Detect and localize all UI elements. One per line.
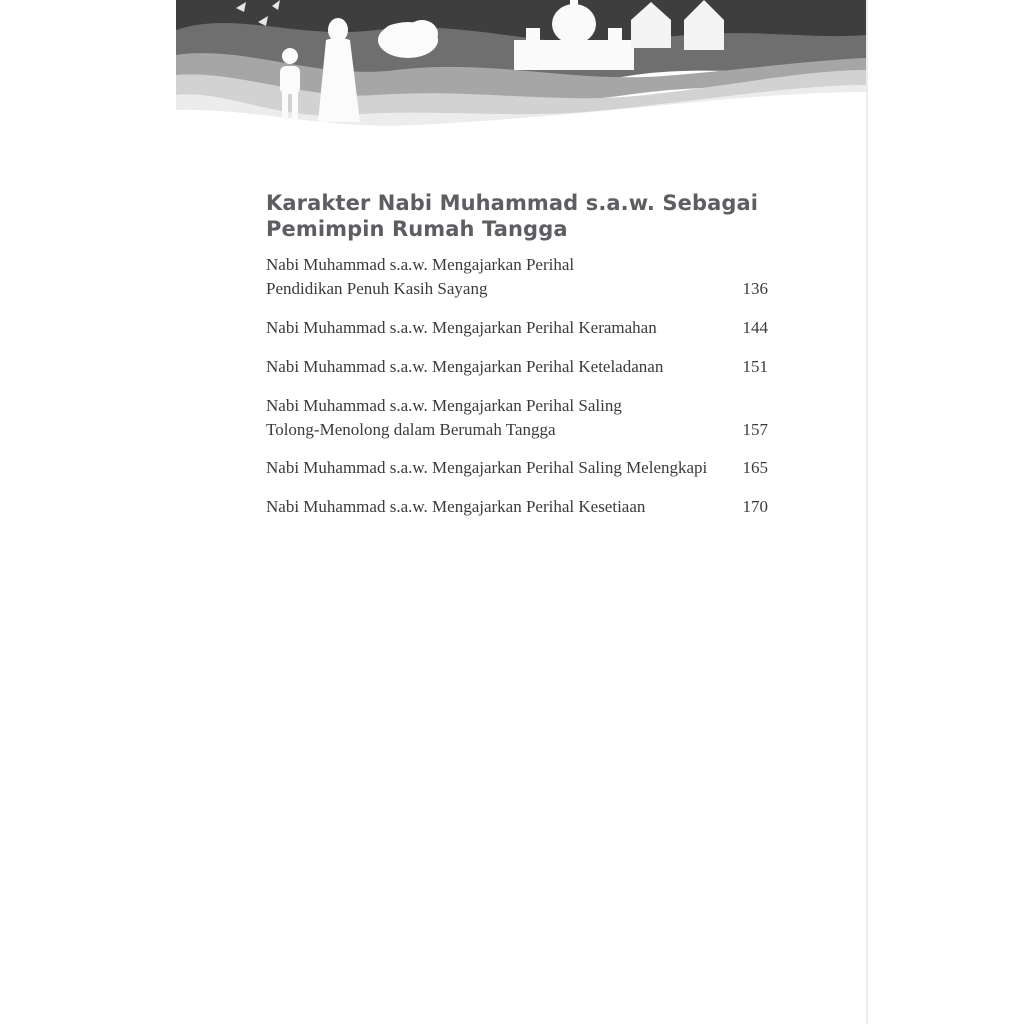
toc-entry[interactable] <box>266 456 768 480</box>
toc-page-number: 165 <box>742 458 768 477</box>
toc-page-number: 144 <box>742 317 768 337</box>
book-page <box>176 0 868 1024</box>
toc-entry[interactable] <box>266 316 768 340</box>
toc-entry-title-line: Nabi Muhammad s.a.w. Mengajarkan Perihal Keramahan <box>266 317 657 337</box>
toc-page-number: 136 <box>742 279 768 298</box>
paper-cut-banner-illustration <box>176 0 866 135</box>
toc-page-number: 151 <box>742 356 768 376</box>
toc-entry-title-line: Nabi Muhammad s.a.w. Mengajarkan Perihal Saling Melengkapi <box>266 458 708 477</box>
toc-entry-title-line: Nabi Muhammad s.a.w. Mengajarkan Perihal Kesetiaan <box>266 497 646 516</box>
toc-entry-title-line: Nabi Muhammad s.a.w. Mengajarkan Perihal <box>266 255 575 274</box>
toc-entry-title-line: Tolong-Menolong dalam Berumah Tangga <box>266 419 556 439</box>
toc-page-number: 170 <box>742 497 768 516</box>
toc-entry-title <box>266 355 728 379</box>
toc-entry[interactable] <box>266 355 768 379</box>
table-of-contents <box>266 253 768 534</box>
toc-entry-title-line: Pendidikan Penuh Kasih Sayang <box>266 279 488 298</box>
section-title <box>266 190 786 242</box>
toc-page-number: 157 <box>742 419 768 439</box>
toc-entry-title-line: Nabi Muhammad s.a.w. Mengajarkan Perihal Saling <box>266 395 622 415</box>
toc-entry-title <box>266 495 728 519</box>
toc-entry-title <box>266 456 728 480</box>
toc-entry[interactable] <box>266 253 768 301</box>
toc-entry-title-line: Nabi Muhammad s.a.w. Mengajarkan Perihal Keteladanan <box>266 356 664 376</box>
section-title-line: Karakter Nabi Muhammad s.a.w. Sebagai <box>266 191 759 215</box>
toc-entry[interactable] <box>266 495 768 519</box>
toc-entry-title <box>266 316 728 340</box>
toc-entry[interactable] <box>266 394 768 442</box>
toc-entry-title <box>266 394 728 442</box>
toc-entry-title <box>266 253 728 301</box>
section-title-line: Pemimpin Rumah Tangga <box>266 217 568 241</box>
